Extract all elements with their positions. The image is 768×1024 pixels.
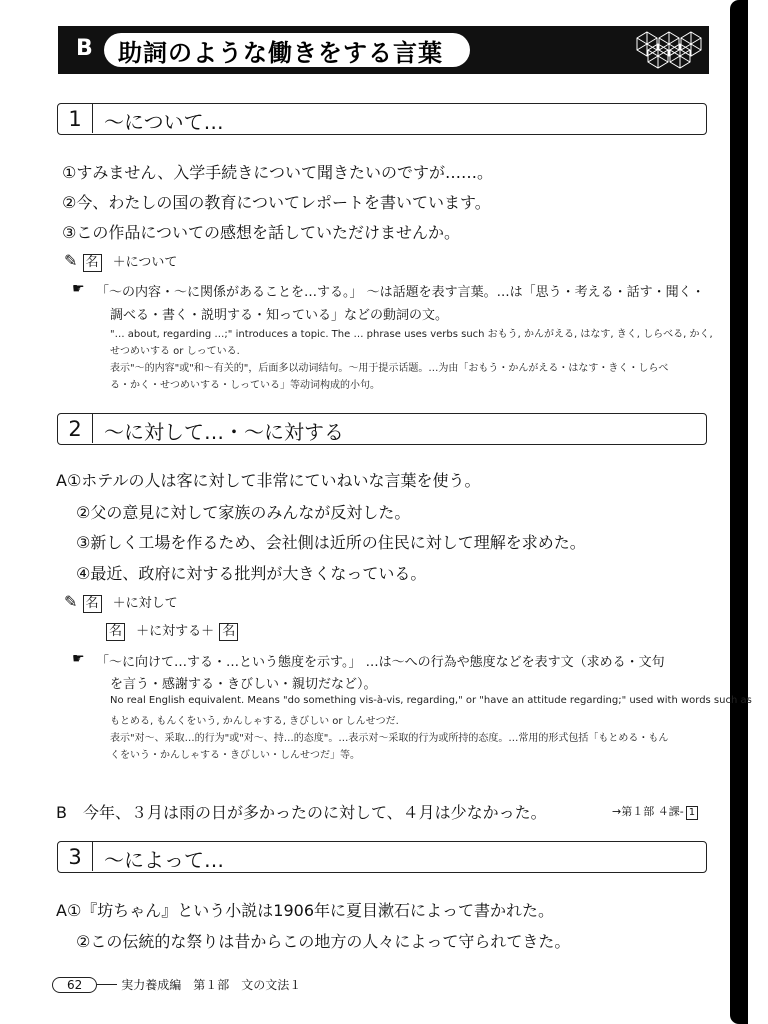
- section-number: 3: [58, 842, 93, 871]
- example-2-a1: A①ホテルの人は客に対して非常にていねいな言葉を使う。: [56, 471, 481, 490]
- note-en-line-2: せつめいする or しっている.: [110, 346, 240, 357]
- note-en-line-2: もとめる, もんくをいう, かんしゃする, きびしい or しんせつだ.: [110, 716, 399, 727]
- chapter-header: [58, 26, 709, 74]
- pattern-row-1: [64, 592, 178, 613]
- example-2-a4: ④最近、政府に対する批判が大きくなっている。: [76, 564, 427, 583]
- section-1-heading: [57, 103, 707, 135]
- footer-label: 実力養成編 第１部 文の文法１: [121, 978, 302, 992]
- page-number: 62: [52, 977, 97, 993]
- example-3-a2: ②この伝統的な祭りは昔からこの地方の人々によって守られてきた。: [76, 932, 571, 951]
- footer-rule: [97, 984, 117, 985]
- noun-box: 名: [83, 254, 102, 272]
- note-jp-line-2: を言う・感謝する・きびしい・親切だなど）。: [110, 677, 377, 692]
- note-jp-line-1: 「〜に向けて…する・…という態度を示す。」 …は〜への行為や態度などを表す文（求める・文句: [96, 655, 665, 670]
- pencil-icon: ✎: [64, 251, 78, 270]
- pointing-hand-icon: ☛: [72, 281, 85, 297]
- note-en-line-1: No real English equivalent. Means "do something vis-à-vis, regarding," or "have an attitude regarding;" used with words such as: [110, 695, 752, 706]
- pattern-text: ＋に対する＋: [136, 624, 215, 639]
- note-en-line-1: "… about, regarding …;" introduces a topic. The … phrase uses verbs such おもう, かんがえる, はなす, きく, しらべる, かく,: [110, 329, 713, 340]
- example-1-2: ②今、わたしの国の教育についてレポートを書いています。: [62, 193, 491, 212]
- note-jp-line-1: 「〜の内容・〜に関係があることを…する。」 〜は話題を表す言葉。…は「思う・考える・話す・聞く・: [96, 285, 705, 300]
- section-2-heading: [57, 413, 707, 445]
- section-title: 〜によって…: [104, 848, 224, 872]
- pattern-row: [64, 251, 177, 272]
- chapter-title-pill: [104, 33, 470, 67]
- reference-text: →第１部 ４課-: [612, 805, 684, 818]
- note-zh-line-1: 表示"〜的内容"或"和〜有关的"，后面多以动词结句。〜用于提示话题。…为由「おもう・かんがえる・はなす・きく・しらべ: [110, 363, 669, 374]
- page-spine: [730, 0, 748, 1024]
- example-1-3: ③この作品についての感想を話していただけませんか。: [62, 223, 461, 242]
- pencil-icon: ✎: [64, 592, 78, 611]
- section-3-heading: [57, 841, 707, 873]
- pattern-row-2: [106, 620, 244, 641]
- section-title: 〜に対して…・〜に対する: [104, 420, 344, 444]
- pattern-text: ＋について: [112, 255, 178, 270]
- note-zh-line-1: 表示"对〜、采取…的行为"或"对〜、持…的态度"。…表示对〜采取的行为或所持的态度。…常用的形式包括「もとめる・もん: [110, 733, 669, 744]
- example-2-a3: ③新しく工場を作るため、会社側は近所の住民に対して理解を求めた。: [76, 533, 586, 552]
- hemp-leaf-pattern-icon: [636, 30, 702, 70]
- pattern-text: ＋に対して: [112, 596, 178, 611]
- chapter-title: 助詞のような働きをする言葉: [118, 38, 443, 67]
- pointing-hand-icon: ☛: [72, 651, 85, 667]
- example-1-1: ①すみません、入学手続きについて聞きたいのですが……。: [62, 163, 493, 182]
- example-3-a1: A①『坊ちゃん』という小説は1906年に夏目漱石によって書かれた。: [56, 901, 555, 920]
- note-jp-line-2: 調べる・書く・説明する・知っている」などの動詞の文。: [110, 308, 449, 323]
- section-title: 〜について…: [104, 110, 224, 134]
- note-zh-line-2: くをいう・かんしゃする・きびしい・しんせつだ」等。: [110, 750, 360, 761]
- note-zh-line-2: る・かく・せつめいする・しっている」等动词构成的小句。: [110, 380, 380, 391]
- cross-reference[interactable]: [612, 803, 704, 820]
- chapter-letter: B: [76, 36, 93, 61]
- noun-box-2: 名: [219, 623, 238, 641]
- section-number: 2: [58, 414, 93, 443]
- page-footer: [52, 976, 301, 993]
- example-2-a2: ②父の意見に対して家族のみんなが反対した。: [76, 503, 411, 522]
- noun-box: 名: [83, 595, 102, 613]
- reference-number: 1: [686, 806, 698, 820]
- example-2-b: B 今年、３月は雨の日が多かったのに対して、４月は少なかった。: [56, 803, 547, 822]
- noun-box: 名: [106, 623, 125, 641]
- section-number: 1: [58, 104, 93, 133]
